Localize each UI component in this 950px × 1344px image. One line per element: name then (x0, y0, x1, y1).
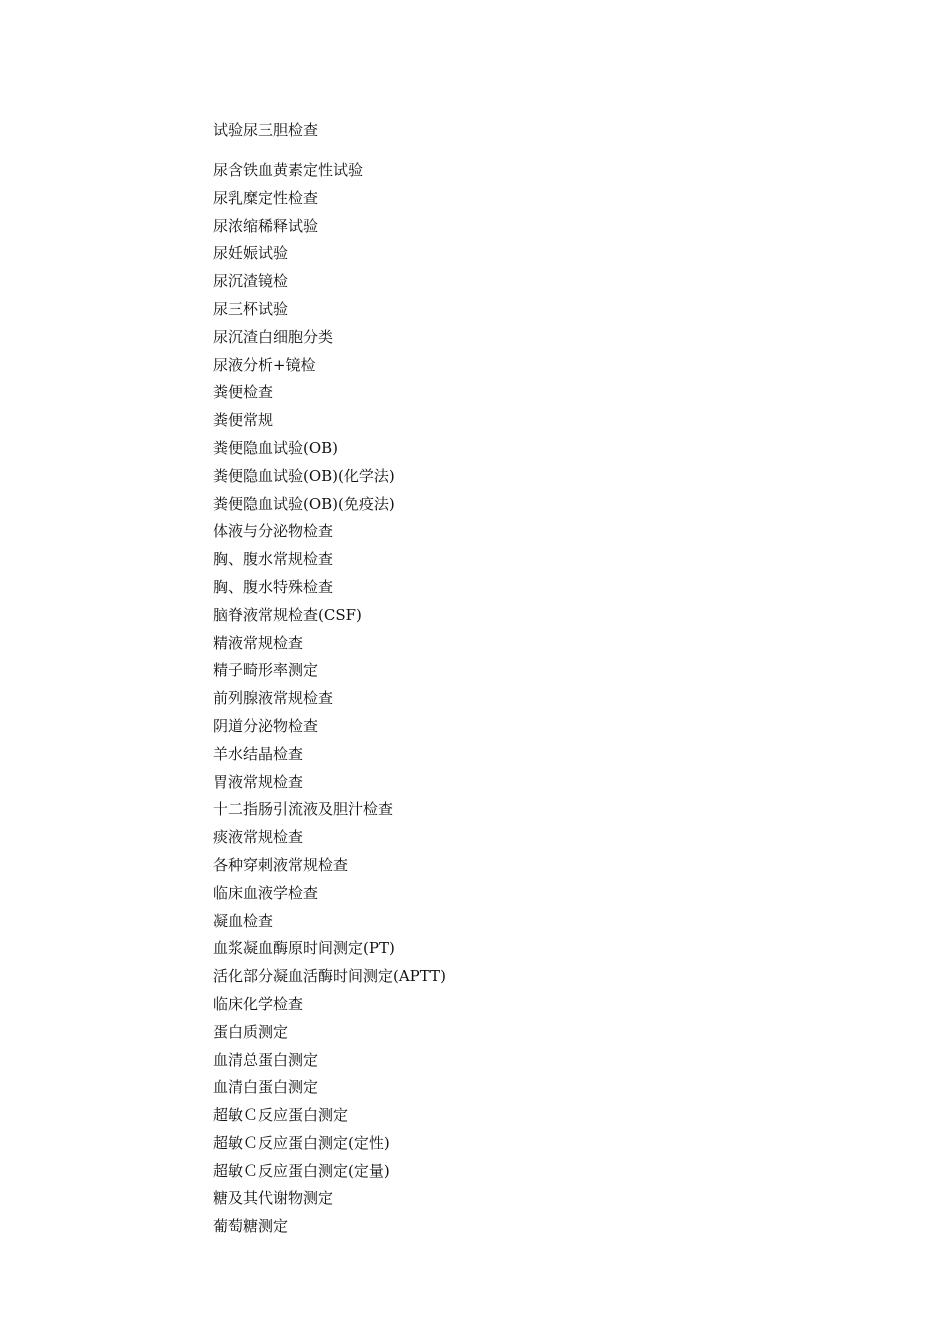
list-item: 粪便隐血试验(OB) (213, 438, 339, 457)
list-item: 超敏Ｃ反应蛋白测定(定性) (213, 1133, 390, 1152)
list-item: 尿三杯试验 (213, 299, 289, 318)
list-item: 粪便隐血试验(OB)(化学法) (213, 466, 395, 485)
list-item: 临床化学检查 (213, 994, 304, 1013)
list-item: 前列腺液常规检查 (213, 689, 334, 708)
list-item: 尿妊娠试验 (213, 244, 289, 263)
list-item: 痰液常规检查 (213, 828, 304, 847)
list-item: 蛋白质测定 (213, 1022, 289, 1041)
list-item: 胸、腹水常规检查 (213, 550, 334, 569)
list-item: 胃液常规检查 (213, 772, 304, 791)
list-item: 血清总蛋白测定 (213, 1050, 319, 1069)
list-item: 血清白蛋白测定 (213, 1078, 319, 1097)
document-content (213, 118, 446, 1241)
list-item: 胸、腹水特殊检查 (213, 577, 334, 596)
list-item: 脑脊液常规检查(CSF) (213, 605, 362, 624)
list-item: 葡萄糖测定 (213, 1217, 289, 1236)
list-item: 尿含铁血黄素定性试验 (213, 161, 364, 179)
list-item: 尿浓缩稀释试验 (213, 216, 319, 235)
list-item: 尿液分析+镜检 (213, 355, 316, 374)
list-item: 十二指肠引流液及胆汁检查 (213, 800, 394, 819)
list-item: 粪便常规 (213, 411, 274, 430)
list-item: 超敏Ｃ反应蛋白测定 (213, 1106, 349, 1125)
section-heading: 试验尿三胆检查 (213, 121, 319, 139)
list-item: 粪便隐血试验(OB)(免疫法) (213, 494, 395, 513)
list-item: 糖及其代谢物测定 (213, 1189, 334, 1208)
list-item: 阴道分泌物检查 (213, 716, 319, 735)
list-item: 活化部分凝血活酶时间测定(APTT) (213, 967, 446, 986)
list-item: 体液与分泌物检查 (213, 522, 334, 541)
list-item: 精子畸形率测定 (213, 661, 319, 680)
list-item: 精液常规检查 (213, 633, 304, 652)
list-item: 尿沉渣白细胞分类 (213, 327, 334, 346)
list-item: 血浆凝血酶原时间测定(PT) (213, 939, 395, 958)
list-item: 凝血检查 (213, 911, 274, 930)
list-item: 粪便检查 (213, 383, 274, 402)
list-item: 临床血液学检查 (213, 883, 319, 902)
list-item: 各种穿刺液常规检查 (213, 855, 349, 874)
list-item: 羊水结晶检查 (213, 744, 304, 763)
list-item: 尿乳糜定性检查 (213, 188, 319, 207)
test-item-list (213, 157, 446, 1241)
list-item: 超敏Ｃ反应蛋白测定(定量) (213, 1161, 390, 1180)
list-item: 尿沉渣镜检 (213, 272, 289, 291)
